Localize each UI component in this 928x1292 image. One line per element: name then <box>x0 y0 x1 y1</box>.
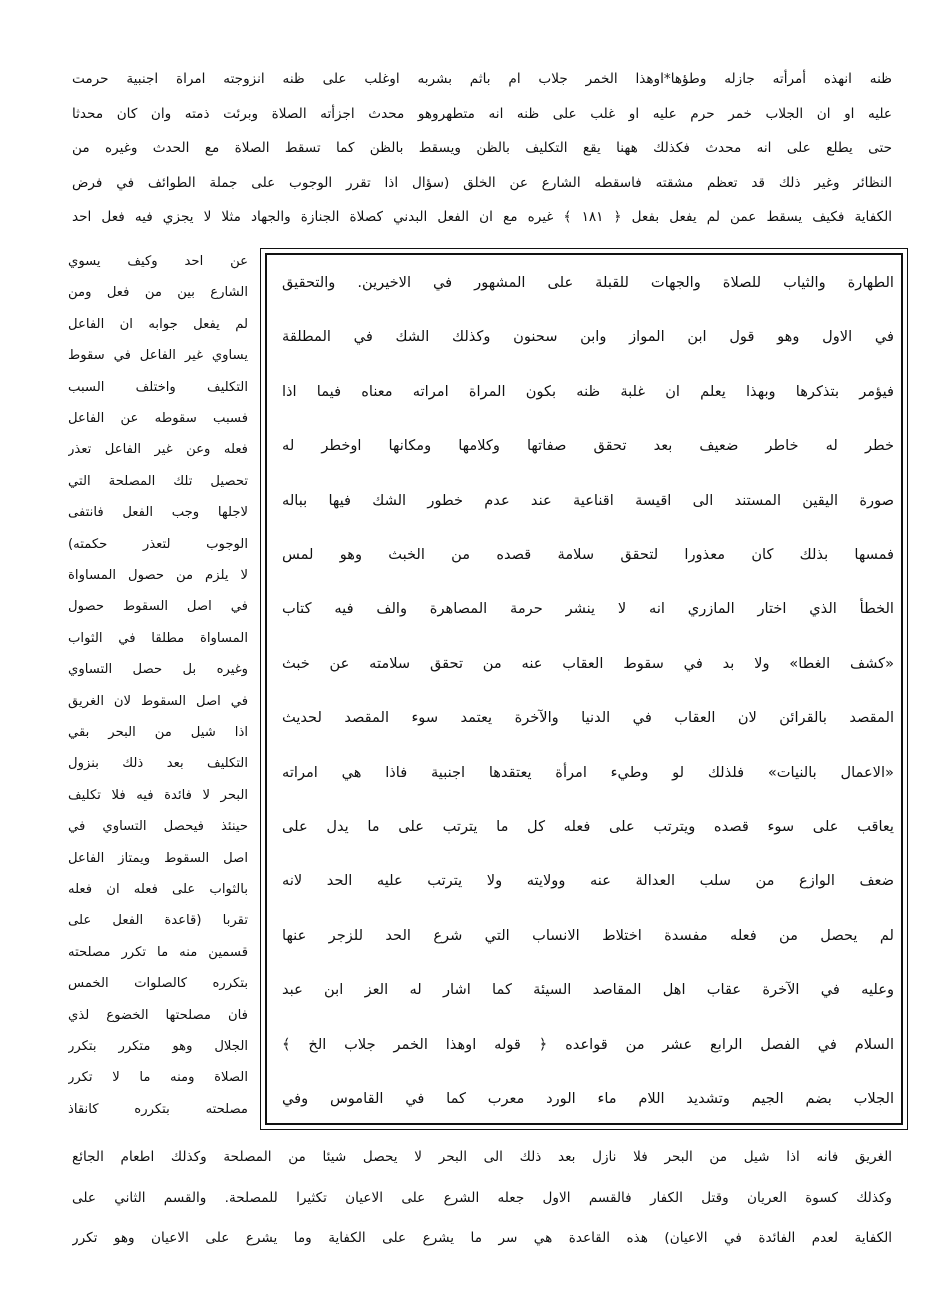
text-line: يعاقب على سوء قصده ويترتب على فعله كل ما يترتب على ما يدل على <box>282 818 894 835</box>
text-line: فسبب سقوطه عن الفاعل <box>68 411 248 426</box>
text-line: الصلاة ومنه ما لا تكرر <box>68 1070 248 1086</box>
text-line: «الاعمال بالنيات» فلذلك لو وطيء امرأة يعتقدها اجنبية فاذا هي امراته <box>282 763 894 781</box>
text-line: لاجلها وجب الفعل فانتفى <box>68 505 248 521</box>
text-line: مصلحته بتكرره كانقاذ <box>68 1101 248 1117</box>
text-line: فيؤمر بتذكرها وبهذا يعلم ان غلبة ظنه بكون المراة امراته معناه فيما اذا <box>282 382 894 400</box>
text-line: يساوي غير الفاعل في سقوط <box>68 348 248 364</box>
text-line: تحصيل تلك المصلحة التي <box>68 473 248 489</box>
text-line: المساواة مطلقا في الثواب <box>68 630 248 646</box>
text-line: «كشف الغطا» ولا بد في سقوط العقاب عنه من تحقق سلامته عن خبث <box>282 654 894 672</box>
text-line: الجلال وهو متكرر بتكرر <box>68 1039 248 1054</box>
text-line: تقربا (قاعدة الفعل على <box>68 913 248 929</box>
text-line: التكليف واختلف السبب <box>68 379 248 395</box>
text-line: بتكرره كالصلوات الخمس <box>68 976 248 992</box>
text-line: ظنه انهذه أمرأته جازله وطؤها*اوهذا الخمر جلاب ام باثم بشربه اوغلب على ظنه انزوجته امراة اجنبية حرمت <box>72 71 892 87</box>
text-line: اذا شيل من البحر بقي <box>68 725 248 740</box>
text-line: وعليه في الآخرة عقاب اهل المقاصد السيئة كما اشار له العز ابن عبد <box>282 981 894 999</box>
text-line: الوجوب لتعذر حكمته) <box>68 536 248 552</box>
text-line: في اصل السقوط لان الغريق <box>68 693 248 709</box>
text-line: البحر لا فائدة فيه فلا تكليف <box>68 787 248 803</box>
text-line: بالثواب على فعله ان فعله <box>68 882 248 897</box>
text-line: التكليف بعد ذلك بنزول <box>68 756 248 772</box>
text-line: خطر له خاطر ضعيف بعد تحقق صفاتها وكلامها ومكانها اوخطر له <box>282 437 894 455</box>
text-line: صورة اليقين المستند الى اقيسة اقناعية عند عدم خطور الشك فيها بباله <box>282 491 894 509</box>
text-line: اصل السقوط ويمتاز الفاعل <box>68 850 248 866</box>
text-line: في اصل السقوط حصول <box>68 599 248 615</box>
text-line: الطهارة والثياب للصلاة والجهات للقبلة على المشهور في الاخيرين. والتحقيق <box>282 274 894 291</box>
text-line: الكفاية فكيف يسقط عمن لم يفعل بفعل ﴿ ١٨١ ﴾ غيره مع ان الفعل البدني كصلاة الجنازة والجهاد مثلا لا يجزي فيه فعل احد <box>72 209 892 225</box>
text-line: السلام في الفصل الرابع عشر من قواعده ﴿ قوله اوهذا الخمر جلاب الخ ﴾ <box>282 1035 894 1053</box>
text-line: فمسها بذلك كان معذورا لتحقق سلامة قصده من الخبث وهو لمس <box>282 546 894 563</box>
text-line: في الاول وهو قول ابن المواز وابن سحنون وكذلك الشك في المطلقة <box>282 328 894 346</box>
text-line: فعله وعن غير الفاعل تعذر <box>68 442 248 458</box>
text-line: فان مصلحتها الخضوع لذي <box>68 1007 248 1023</box>
text-line: الكفاية لعدم الفائدة في الاعيان) هذه القاعدة هي سر ما يشرع على الكفاية وما يشرع على الاعيان وهو تكرر <box>72 1230 892 1246</box>
text-line: وغيره بل حصل التساوي <box>68 662 248 678</box>
text-line: قسمين منه ما تكرر مصلحته <box>68 944 248 960</box>
text-line: الشارع بين من فعل ومن <box>68 285 248 301</box>
text-line: الغريق فانه اذا شيل من البحر فلا نازل بعد ذلك الى البحر لا يحصل شيئا من المصلحة وكذلك اطعام الجائع <box>72 1149 892 1165</box>
text-line: النظائر وغير ذلك قد تعظم مشقته فاسقطه الشارع عن الخلق (سؤال اذا تقرر الوجوب على جملة الطوائف في فرض <box>72 174 892 191</box>
text-line: ضعف الوازع من سلب العدالة عنه وولايته ولا يترتب عليه الحد لانه <box>282 872 894 890</box>
text-line: حتى يطلع على انه محدث فكذلك ههنا يقع التكليف بالظن ويسقط بالظن كما تسقط الصلاة مع الحدث وغيره من <box>72 140 892 156</box>
text-line: الخطأ الذي اختار المازري انه لا ينشر حرمة المصاهرة والف فيه كتاب <box>282 600 894 618</box>
text-line: عليه او ان الجلاب خمر حرم عليه او غلب على ظنه انه متطهروهو محدث اجزأته الصلاة وبرئت ذمته وان كان محدثا <box>72 105 892 122</box>
text-line: الجلاب بضم الجيم وتشديد اللام ماء الورد معرب كما في القاموس وفي <box>282 1090 894 1107</box>
text-line: وكذلك كسوة العريان وقتل الكفار فالقسم الاول جعله الشرع على الاعيان تكثيرا للمصلحة. والقسم الثاني على <box>72 1189 892 1206</box>
text-line: لم يفعل جوابه ان الفاعل <box>68 316 248 332</box>
text-line: عن احد وكيف يسوي <box>68 254 248 269</box>
text-line: لا يلزم من حصول المساواة <box>68 568 248 583</box>
text-line: المقصد بالقرائن لان العقاب في الدنيا والآخرة يعتمد سوء المقصد لحديث <box>282 709 894 727</box>
text-line: لم يحصل من فعله مفسدة اختلاط الانساب التي شرع الحد للزجر عنها <box>282 926 894 944</box>
text-line: حينئذ فيحصل التساوي في <box>68 819 248 835</box>
